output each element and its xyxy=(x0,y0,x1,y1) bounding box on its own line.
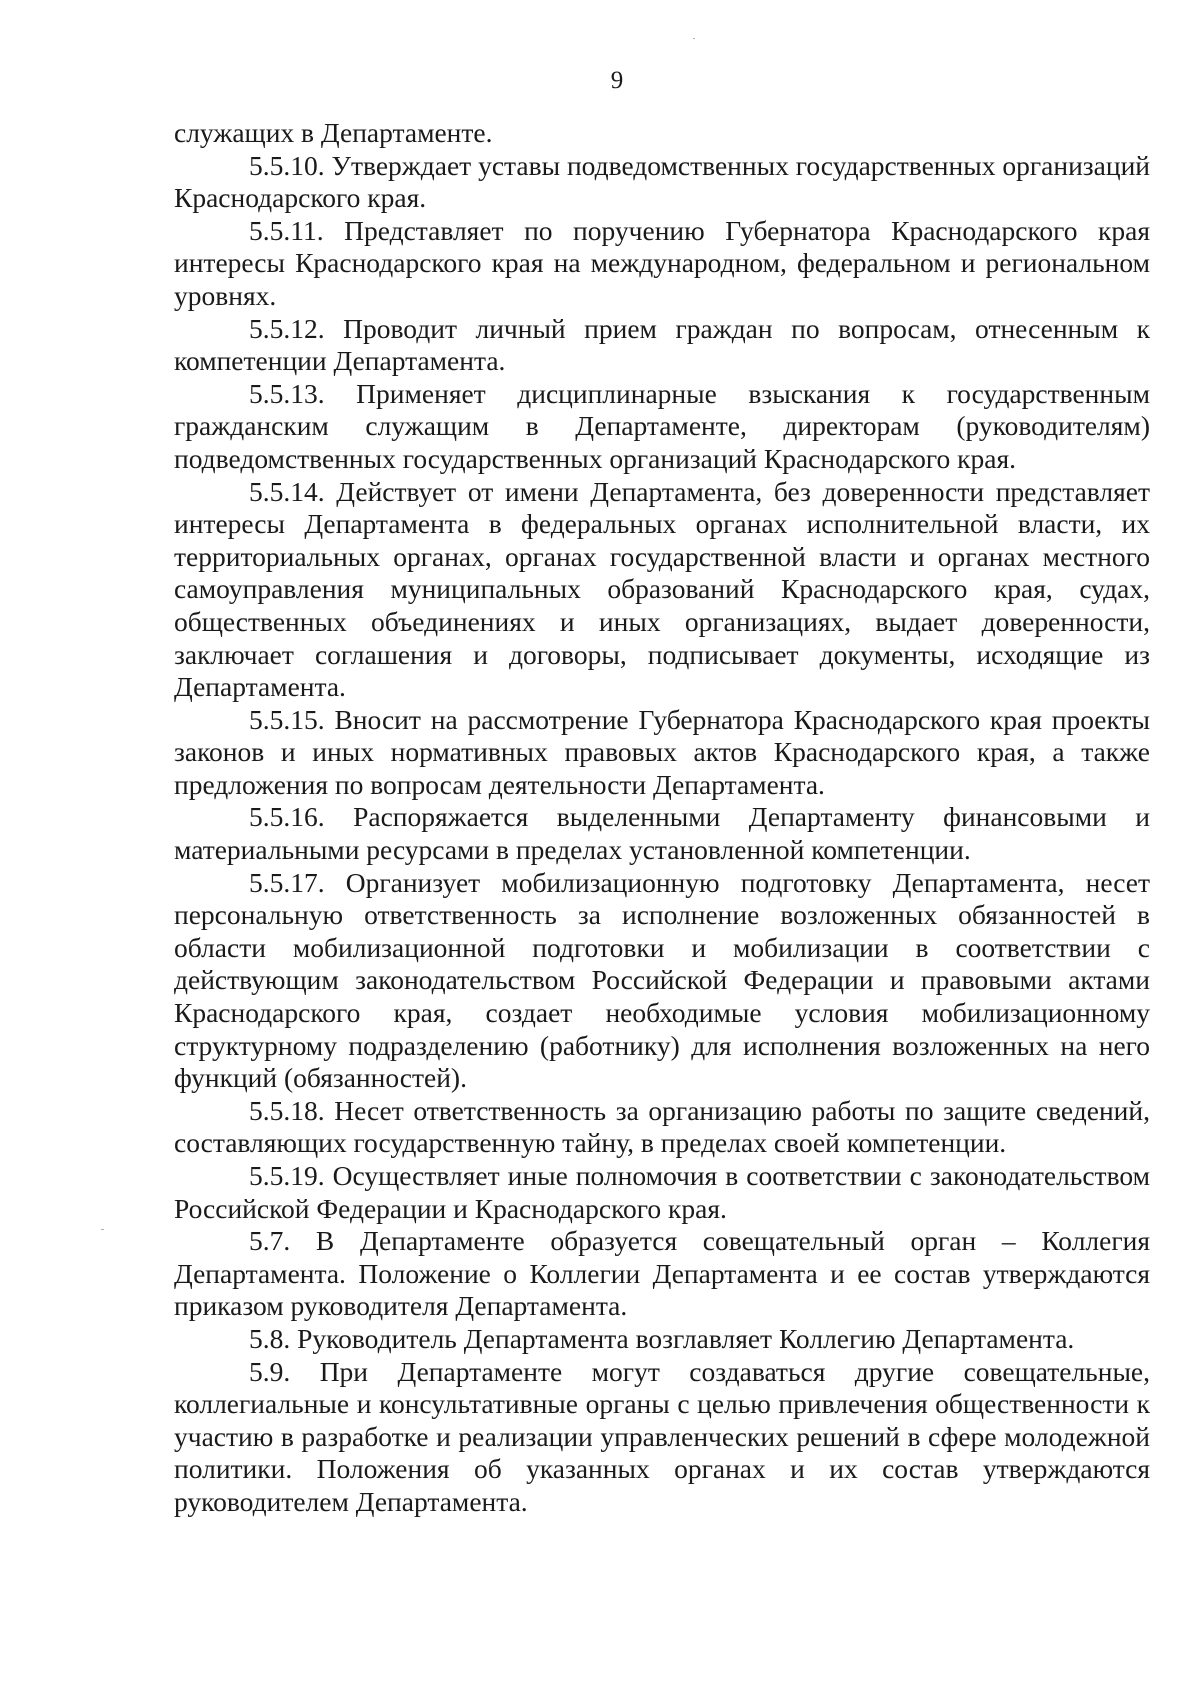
scan-mark-left xyxy=(101,1229,104,1230)
paragraph-5-5-16: 5.5.16. Распоряжается выделенными Департаменту финансовыми и материальными ресурсами в пределах установленной компетенции. xyxy=(174,801,1150,866)
paragraph-5-5-12: 5.5.12. Проводит личный прием граждан по вопросам, отнесенным к компетенции Департамента. xyxy=(174,312,1150,377)
page-number: 9 xyxy=(610,67,624,94)
scan-mark-top xyxy=(693,38,695,39)
paragraph-5-5-18: 5.5.18. Несет ответственность за организацию работы по защите сведений, составляющих государственную тайну, в пределах своей компетенции. xyxy=(174,1094,1150,1159)
paragraph-5-5-14: 5.5.14. Действует от имени Департамента, без доверенности представляет интересы Департамента в федеральных органах исполнительной власти, их территориальных органах, органах государственной власти и органах местного самоуправления муниципальных образований Краснодарского края, судах, общественных объединениях и иных организациях, выдает доверенности, заключает соглашения и договоры, подписывает документы, исходящие из Департамента. xyxy=(174,475,1150,703)
paragraph-5-9: 5.9. При Департаменте могут создаваться другие совещательные, коллегиальные и консультативные органы с целью привлечения общественности к участию в разработке и реализации управленческих решений в сфере молодежной политики. Положения об указанных органах и их состав утверждаются руководителем Департамента. xyxy=(174,1355,1150,1517)
document-body xyxy=(174,117,1150,1519)
paragraph-5-5-10: 5.5.10. Утверждает уставы подведомственных государственных организаций Краснодарского края. xyxy=(174,149,1150,214)
paragraph-5-5-15: 5.5.15. Вносит на рассмотрение Губернатора Краснодарского края проекты законов и иных нормативных правовых актов Краснодарского края, а также предложения по вопросам деятельности Департамента. xyxy=(174,703,1150,800)
paragraph-5-8: 5.8. Руководитель Департамента возглавляет Коллегию Департамента. xyxy=(249,1322,1075,1354)
paragraph-5-7: 5.7. В Департаменте образуется совещательный орган – Коллегия Департамента. Положение о Коллегии Департамента и ее состав утверждаются приказом руководителя Департамента. xyxy=(174,1225,1150,1322)
paragraph-5-5-19: 5.5.19. Осуществляет иные полномочия в соответствии с законодательством Российской Федерации и Краснодарского края. xyxy=(174,1160,1150,1224)
paragraph-5-5-11: 5.5.11. Представляет по поручению Губернатора Краснодарского края интересы Краснодарского края на международном, федеральном и региональном уровнях. xyxy=(174,214,1150,311)
paragraph-5-5-17: 5.5.17. Организует мобилизационную подготовку Департамента, несет персональную ответственность за исполнение возложенных обязанностей в области мобилизационной подготовки и мобилизации в соответствии с действующим законодательством Российской Федерации и правовыми актами Краснодарского края, создает необходимые условия мобилизационному структурному подразделению (работнику) для исполнения возложенных на него функций (обязанностей). xyxy=(174,866,1150,1094)
paragraph-5-5-13: 5.5.13. Применяет дисциплинарные взыскания к государственным гражданским служащим в Департаменте, директорам (руководителям) подведомственных государственных организаций Краснодарского края. xyxy=(174,377,1150,474)
paragraph-continuation: служащих в Департаменте. xyxy=(174,117,493,148)
